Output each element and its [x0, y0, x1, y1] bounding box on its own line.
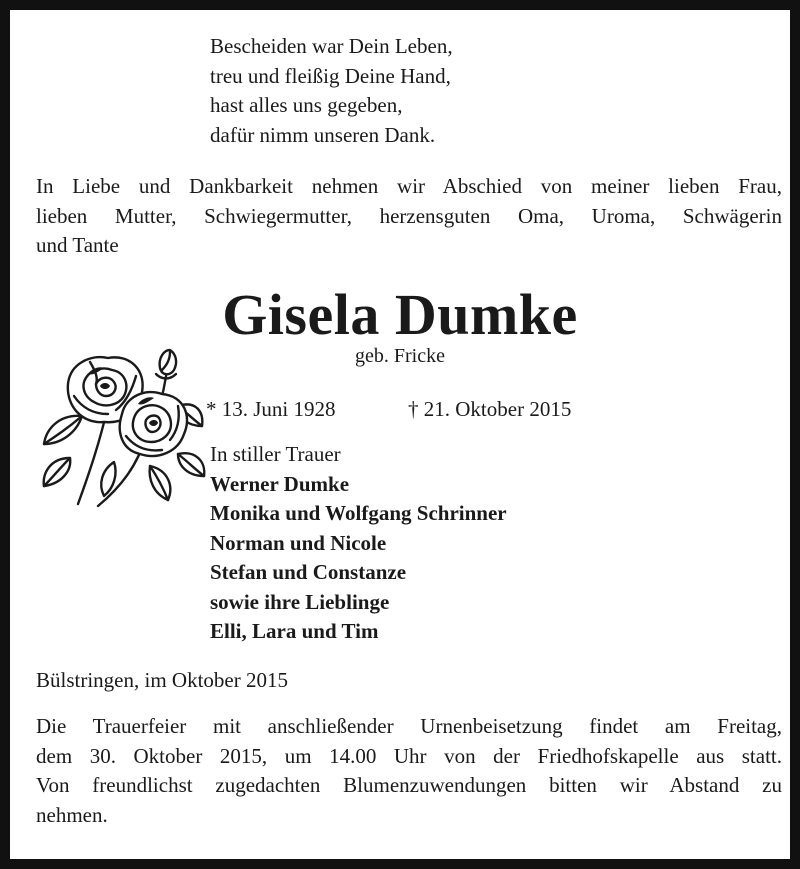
mourner-name: Monika und Wolfgang Schrinner [210, 501, 507, 525]
poem-line: Bescheiden war Dein Leben, [210, 34, 453, 58]
intro-line: In Liebe und Dankbarkeit nehmen wir Abschied von meiner lieben Frau, [36, 174, 782, 198]
mourners-list [210, 440, 507, 647]
deceased-name: Gisela Dumke [222, 282, 578, 347]
birth-date: * 13. Juni 1928 [206, 397, 336, 421]
roses-icon [38, 346, 208, 511]
mourner-name: Werner Dumke [210, 471, 350, 496]
mourners-heading: In stiller Trauer [210, 442, 341, 466]
memorial-poem [210, 32, 453, 150]
intro-text [36, 172, 782, 261]
birth-name: geb. Fricke [355, 345, 445, 367]
poem-line: dafür nimm unseren Dank. [210, 122, 436, 147]
intro-line: und Tante [36, 233, 119, 257]
service-info [36, 712, 782, 830]
intro-line: lieben Mutter, Schwiegermutter, herzensguten Oma, Uroma, Schwägerin [36, 203, 782, 228]
death-date: † 21. Oktober 2015 [408, 397, 572, 421]
poem-line: treu und fleißig Deine Hand, [210, 63, 451, 88]
place-and-date: Bülstringen, im Oktober 2015 [36, 668, 288, 692]
mourner-name: Elli, Lara und Tim [210, 619, 379, 643]
service-line: Die Trauerfeier mit anschließender Urnenbeisetzung findet am Freitag, [36, 714, 782, 738]
service-line: Von freundlichst zugedachten Blumenzuwendungen bitten wir Abstand zu [36, 773, 782, 797]
poem-line: hast alles uns gegeben, [210, 93, 403, 117]
service-line: nehmen. [36, 802, 108, 827]
mourner-name: Norman und Nicole [210, 530, 387, 555]
mourner-name: Stefan und Constanze [210, 560, 407, 584]
mourner-name: sowie ihre Lieblinge [210, 589, 390, 614]
service-line: dem 30. Oktober 2015, um 14.00 Uhr von der Friedhofskapelle aus statt. [36, 743, 782, 768]
